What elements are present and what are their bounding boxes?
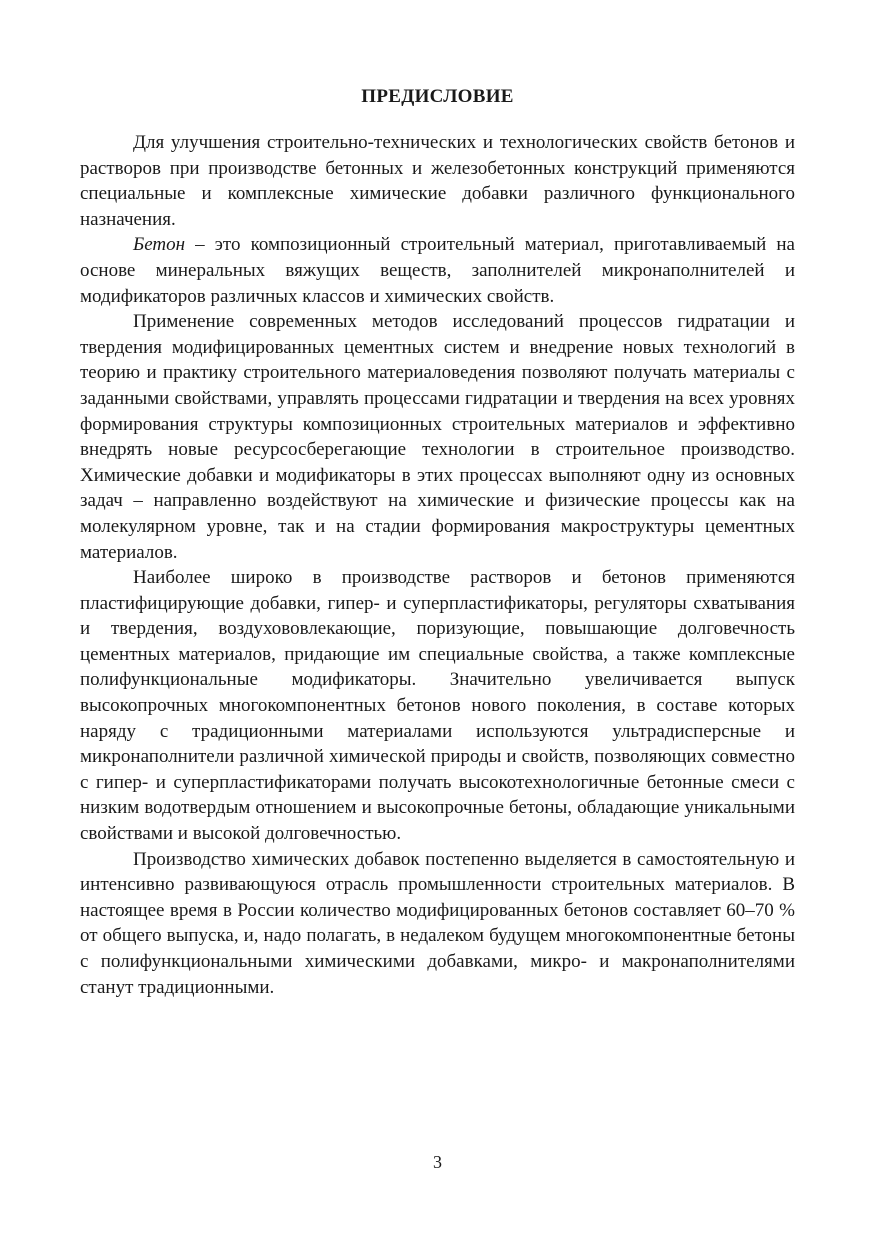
paragraph-1: Для улучшения строительно-технических и технологических свойств бетонов и растворов при производстве бетонных и железобетонных конструкций применяются специальные и комплексные химические добавки различного функционального назначения. <box>80 132 795 230</box>
document-page <box>80 84 795 1000</box>
term-italic: Бетон <box>133 234 186 256</box>
paragraph-4: Наиболее широко в производстве растворов и бетонов применяются пластифицирующие добавки, гипер- и суперпластификаторы, регуляторы схватывания и твердения, воздухововлекающие, поризующие, повышающие долговечность цементных материалов, придающие им специальные свойства, а также комплексные полифункциональные модификаторы. Значительно увеличивается выпуск высокопрочных многокомпонентных бетонов нового поколения, в составе которых наряду с традиционными материалами используются ультрадисперсные и микронаполнители различной химической природы и свойств, позволяющих совместно с гипер- и суперпластификаторами получать высокотехнологичные бетонные смеси с низким водотвердым отношением и высокопрочные бетоны, обладающие уникальными свойствами и высокой долговечностью. <box>80 567 795 845</box>
paragraph-3: Применение современных методов исследований процессов гидратации и твердения модифицированных цементных систем и внедрение новых технологий в теорию и практику строительного материаловедения позволяют получать материалы с заданными свойствами, управлять процессами гидратации и твердения на всех уровнях формирования структуры композиционных строительных материалов и эффективно внедрять новые ресурсосберегающие технологии в строительное производство. Химические добавки и модификаторы в этих процессах выполняют одну из основных задач – направленно воздействуют на химические и физические процессы как на молекулярном уровне, так и на стадии формирования макроструктуры цементных материалов. <box>80 311 795 563</box>
paragraph-2 <box>80 232 795 309</box>
page-title: ПРЕДИСЛОВИЕ <box>361 86 514 107</box>
paragraph-5: Производство химических добавок постепенно выделяется в самостоятельную и интенсивно развивающуюся отрасль промышленности строительных материалов. В настоящее время в России количество модифицированных бетонов составляет 60–70 % от общего выпуска, и, надо полагать, в недалеком будущем многокомпонентные бетоны с полифункциональными химическими добавками, микро- и макронаполнителями станут традиционными. <box>80 848 795 998</box>
paragraph-2-text: – это композиционный строительный материал, приготавливаемый на основе минеральных вяжущих веществ, заполнителей микронаполнителей и модификаторов различных классов и химических свойств. <box>80 234 795 307</box>
page-number: 3 <box>433 1152 442 1172</box>
